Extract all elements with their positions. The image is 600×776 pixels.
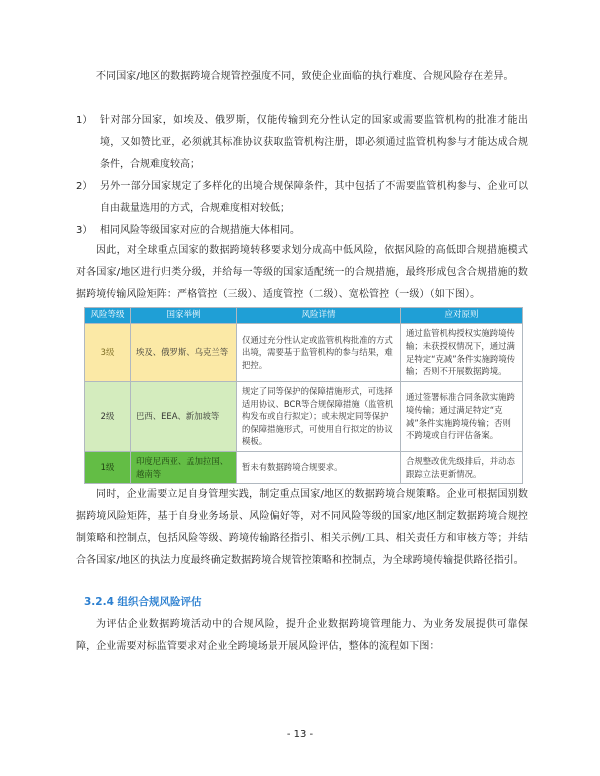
list-number: 2）	[76, 181, 93, 192]
cell-detail: 暂未有数据跨境合规要求。	[237, 452, 401, 484]
table-row	[85, 452, 523, 484]
cell-countries: 巴西、EEA、新加坡等	[131, 382, 237, 452]
list-item	[76, 220, 528, 242]
section-heading: 3.2.4 组织合规风险评估	[84, 596, 202, 608]
cell-risk-level: 3级	[85, 324, 131, 382]
header-country-examples: 国家举例	[131, 308, 237, 324]
cell-principle: 通过签署标准合同条款实施跨境传输；通过满足特定“克减”条件实施跨境传输；否则不跨境或自行评估备案。	[401, 382, 523, 452]
list-text: 针对部分国家，如埃及、俄罗斯，仅能传输到充分性认定的国家或需要监管机构的批准才能出境，又如赞比亚，必须就其标准协议获取监管机构注册，即必须通过监管机构参与才能达成合规条件，合规难度较高；	[100, 115, 528, 170]
table-row	[85, 382, 523, 452]
cell-principle: 通过监管机构授权实施跨境传输；未获授权情况下，通过满足特定“克减”条件实施跨境传输；否则不开展数据跨境。	[401, 324, 523, 382]
intro-paragraph: 不同国家/地区的数据跨境合规管控强度不同，致使企业面临的执行难度、合规风险存在差异。	[96, 71, 514, 82]
list-item	[76, 176, 528, 220]
page-number: - 13 -	[286, 729, 314, 740]
cell-countries: 埃及、俄罗斯、乌克兰等	[131, 324, 237, 382]
strategy-paragraph: 同时，企业需要立足自身管理实践，制定重点国家/地区的数据跨境合规策略。企业可根据国别数据跨境风险矩阵，基于自身业务场景、风险偏好等，对不同风险等级的国家/地区制定数据跨境合规控制策略和控制点，包括风险等级、跨境传输路径指引、相关示例/工具、相关责任方和审核方等；并结合各国家/地区的执法力度最终确定数据跨境合规管控策略和控制点，为全球跨境传输提供路径指引。	[76, 489, 528, 566]
list-number: 1）	[76, 115, 93, 126]
list-item	[76, 110, 528, 176]
cell-principle: 合规整改优先级排后，并动态跟踪立法更新情况。	[401, 452, 523, 484]
cell-detail: 仅通过充分性认定或监管机构批准的方式出境，需要基于监管机构的参与结果，难把控。	[237, 324, 401, 382]
cell-countries: 印度尼西亚、孟加拉国、越南等	[131, 452, 237, 484]
cell-risk-level: 1级	[85, 452, 131, 484]
table-header-row	[85, 308, 523, 324]
table-row	[85, 324, 523, 382]
cell-detail: 规定了同等保护的保障措施形式，可选择适用协议、BCR等合规保障措施（监管机构发布或自行拟定）；或未规定同等保护的保障措施形式，可使用自行拟定的协议模板。	[237, 382, 401, 452]
list-number: 3）	[76, 225, 93, 236]
header-risk-detail: 风险详情	[237, 308, 401, 324]
list-text: 另外一部分国家规定了多样化的出境合规保障条件，其中包括了不需要监管机构参与、企业可以自由裁量选用的方式，合规难度相对较低；	[100, 181, 528, 214]
header-response-principle: 应对原则	[401, 308, 523, 324]
list-text: 相同风险等级国家对应的合规措施大体相同。	[100, 225, 300, 236]
header-risk-level: 风险等级	[85, 308, 131, 324]
risk-matrix-table	[84, 307, 523, 484]
assessment-paragraph: 为评估企业数据跨境活动中的合规风险，提升企业数据跨境管理能力、为业务发展提供可靠保障，企业需要对标监管要求对企业全跨境场景开展风险评估，整体的流程如下图：	[76, 619, 528, 652]
cell-risk-level: 2级	[85, 382, 131, 452]
risk-matrix-paragraph: 因此，对全球重点国家的数据跨境转移要求划分成高中低风险，依据风险的高低即合规措施模式对各国家/地区进行归类分级，并给每一等级的国家适配统一的合规措施，最终形成包含合规措施的数据跨境传输风险矩阵：严格管控（三级）、适度管控（二级）、宽松管控（一级）（如下图）。	[76, 245, 528, 300]
